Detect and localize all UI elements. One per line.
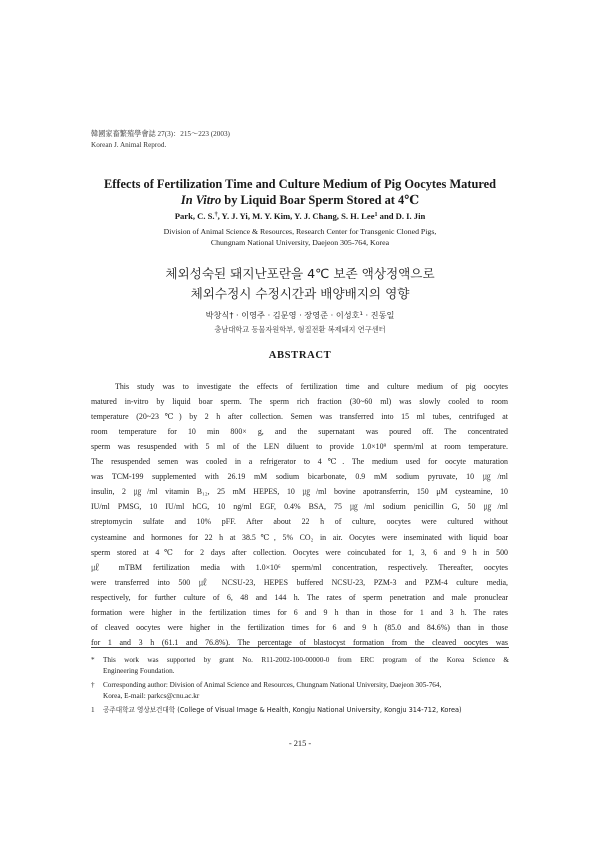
footnote-funding-mark: * (91, 656, 95, 664)
title-line-2-rest: by Liquid Boar Sperm Stored at 4℃ (221, 193, 420, 207)
abstract-line: matured in-vitro by liquid boar sperm. The sperm rich fraction (30~60 ml) was slowly cooled to room (91, 397, 508, 407)
author-list (0, 210, 600, 222)
page-number: - 215 - (288, 739, 312, 748)
author-mark-affiliation: 1 (374, 212, 378, 218)
abstract-line: IU/ml PMSG, 10 IU/ml hCG, 10 ng/ml EGF, 0.4% BSA, 75 ㎍/ml sodium penicillin G, 50 ㎍/ml (91, 502, 508, 512)
title-italic-in-vitro: In Vitro (180, 193, 222, 207)
korean-title-line-1: 체외성숙된 돼지난포란을 4℃ 보존 액상정액으로 (165, 266, 435, 281)
author-part-3: and D. I. Jin (377, 211, 426, 221)
abstract-line: temperature (20~23℃) by 2 h after collection. Semen was transferred into 15 ml tubes, centrifuged at (91, 412, 508, 422)
footnote-divider (91, 647, 509, 648)
abstract-line: This study was to investigate the effects of fertilization time and culture medium of pig oocytes (115, 382, 508, 391)
korean-affiliation: 충남대학교 동물자원학부, 형질전환 복제돼지 연구센터 (214, 325, 386, 334)
author-part-1: Park, C. S. (174, 211, 215, 221)
abstract-line: ㎕ mTBM fertilization media with 1.0×10⁶ sperm/ml concentration, respectively. Thereafter, oocytes (91, 562, 508, 572)
footnote-affiliation-mark: 1 (91, 706, 95, 714)
korean-author-list: 박창식† · 이영주 · 김문영 · 장영준 · 이성호¹ · 진동일 (205, 310, 395, 320)
abstract-line: respectively, for further culture of 6, 48 and 144 h. The rates of sperm penetration and male pronuclear (91, 592, 508, 602)
footnote-funding-line-1 (91, 656, 509, 666)
abstract-line: sperm stored at 4℃ for 2 days after collection. Oocytes were coincubated for 1, 3, 6 and 9 h in 500 (91, 547, 508, 557)
affiliation-line-2: Chungnam National University, Daejeon 305-764, Korea (210, 238, 390, 247)
abstract-line: insulin, 2 ㎍/ml vitamin B₁₂, 25 mM HEPES, 10 ㎍/ml bovine apotransferrin, 150 μM cysteamine, 10 (91, 487, 508, 497)
title-line-1: Effects of Fertilization Time and Culture Medium of Pig Oocytes Matured (103, 177, 497, 191)
abstract-line: sperm was resuspended with 5 ml of the LEN diluent to provide 1.0×10⁹ sperm/ml at room temperature. (91, 442, 508, 452)
affiliation-line-1: Division of Animal Science & Resources, Research Center for Transgenic Cloned Pigs, (163, 227, 437, 236)
footnote-corresponding-mark: † (91, 681, 95, 689)
footnote-corresponding-line-1 (91, 681, 441, 691)
abstract-line: The resuspended semen was cooled in a refrigerator to 4℃. The medium used for oocyte maturation (91, 457, 508, 467)
abstract-heading: ABSTRACT (268, 350, 332, 361)
abstract-line: streptomycin sulfate and 10% pFF. After about 22 h of culture, oocytes were cultured without (91, 517, 508, 527)
abstract-line: of cleaved oocytes were higher in the fertilization times for 6 and 9 h (85.0 and 84.6%) than in those (91, 622, 508, 632)
abstract-line: room temperature for 10 min 800× g, and the supernatant was poured off. The concentrated (91, 427, 508, 437)
abstract-line: for 1 and 3 h (61.1 and 76.8%). The percentage of blastocyst formation from the cleaved oocytes was (91, 637, 508, 647)
journal-citation-korean: 韓國家畜繁殖學會誌 27(3)：215～223 (2003) (91, 130, 230, 138)
author-mark-corresponding: † (214, 212, 218, 218)
abstract-line: cysteamine and hormones for 22 h at 38.5℃, 5% CO₂ in air. Oocytes were inseminated with liquid boar (91, 532, 508, 542)
abstract-line: formation were higher in the fertilization times for 6 and 9 h than in those for 1 and 3 h. The rates (91, 607, 508, 617)
footnote-funding-text: This work was supported by grant No. R11-2002-100-00000-0 from ERC program of the Korea Science & (103, 656, 509, 664)
abstract-line: was TCM-199 supplemented with 26.19 mM sodium bicarbonate, 0.9 mM sodium pyruvate, 10 ㎍/ml (91, 472, 508, 482)
footnote-funding-line-2: Engineering Foundation. (103, 667, 175, 675)
footnote-corresponding-text: Corresponding author: Division of Animal Science and Resources, Chungnam National University, Daejeon 305-764, (103, 681, 442, 689)
abstract-line: were transferred into 500 ㎕ NCSU-23, HEPES buffered NCSU-23, PZM-3 and PZM-4 culture media, (91, 577, 508, 587)
title-line-2 (0, 192, 600, 208)
footnote-affiliation-line (91, 706, 462, 716)
footnote-corresponding-line-2: Korea, E-mail: parkcs@cnu.ac.kr (103, 692, 200, 700)
footnote-affiliation-text: 공주대학교 영상보건대학 (College of Visual Image & Health, Kongju National University, Kongju 314-712, Korea) (103, 706, 462, 714)
korean-title-line-2: 체외수정시 수정시간과 배양배지의 영향 (190, 286, 410, 301)
author-part-2: , Y. J. Yi, M. Y. Kim, Y. J. Chang, S. H. Lee (217, 211, 375, 221)
journal-citation-english: Korean J. Animal Reprod. (91, 141, 167, 149)
